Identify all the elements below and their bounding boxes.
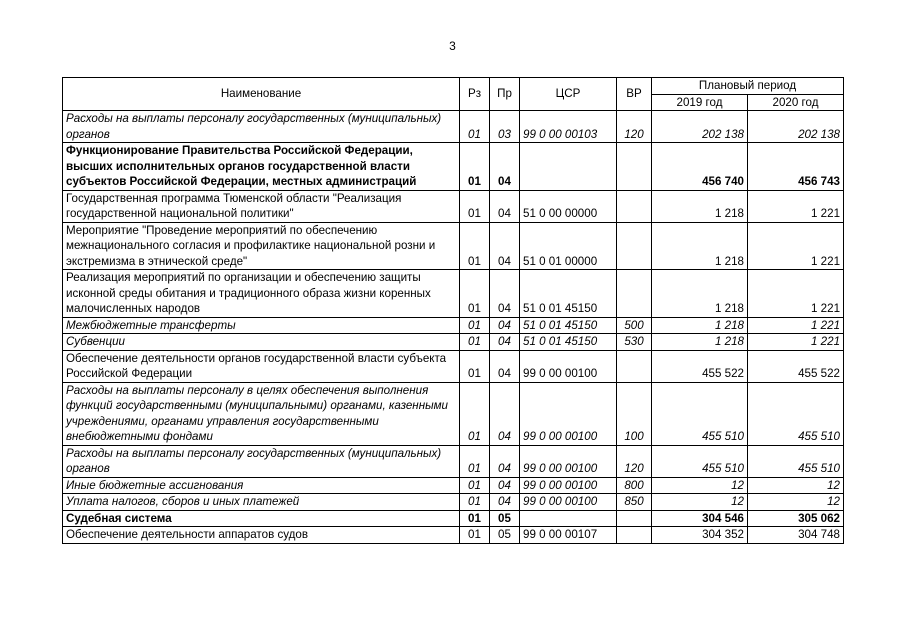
row-2019: 12 bbox=[652, 494, 748, 511]
row-rz: 01 bbox=[460, 477, 490, 494]
row-rz: 01 bbox=[460, 350, 490, 382]
row-pr: 05 bbox=[490, 510, 520, 527]
row-2019: 304 546 bbox=[652, 510, 748, 527]
row-2019: 455 510 bbox=[652, 445, 748, 477]
row-pr: 04 bbox=[490, 334, 520, 351]
table-row bbox=[63, 222, 844, 270]
row-2020: 456 743 bbox=[748, 143, 844, 191]
budget-table bbox=[62, 77, 844, 544]
row-2019: 304 352 bbox=[652, 527, 748, 544]
table-row bbox=[63, 510, 844, 527]
table-row bbox=[63, 190, 844, 222]
row-2019: 1 218 bbox=[652, 270, 748, 318]
row-name: Расходы на выплаты персоналу государственных (муниципальных) органов bbox=[63, 445, 460, 477]
table-body bbox=[63, 111, 844, 544]
row-vr bbox=[617, 350, 652, 382]
row-2019: 456 740 bbox=[652, 143, 748, 191]
row-pr: 04 bbox=[490, 317, 520, 334]
row-vr: 100 bbox=[617, 382, 652, 445]
row-name: Обеспечение деятельности органов государственной власти субъекта Российской Федерации bbox=[63, 350, 460, 382]
row-name: Субвенции bbox=[63, 334, 460, 351]
header-pr: Пр bbox=[490, 78, 520, 111]
row-csr: 51 0 01 45150 bbox=[520, 317, 617, 334]
header-planning-period: Плановый период bbox=[652, 78, 844, 95]
row-pr: 04 bbox=[490, 477, 520, 494]
row-2020: 1 221 bbox=[748, 190, 844, 222]
row-2019: 1 218 bbox=[652, 334, 748, 351]
row-csr bbox=[520, 510, 617, 527]
row-2020: 12 bbox=[748, 494, 844, 511]
row-vr bbox=[617, 222, 652, 270]
row-csr bbox=[520, 143, 617, 191]
table-row bbox=[63, 334, 844, 351]
row-pr: 04 bbox=[490, 494, 520, 511]
row-2020: 1 221 bbox=[748, 317, 844, 334]
row-rz: 01 bbox=[460, 527, 490, 544]
row-2019: 1 218 bbox=[652, 222, 748, 270]
row-2020: 12 bbox=[748, 477, 844, 494]
row-csr: 51 0 01 45150 bbox=[520, 334, 617, 351]
row-2020: 1 221 bbox=[748, 270, 844, 318]
row-name: Иные бюджетные ассигнования bbox=[63, 477, 460, 494]
row-csr: 99 0 00 00100 bbox=[520, 445, 617, 477]
row-2019: 202 138 bbox=[652, 111, 748, 143]
row-vr bbox=[617, 143, 652, 191]
row-vr bbox=[617, 270, 652, 318]
row-2019: 12 bbox=[652, 477, 748, 494]
row-pr: 04 bbox=[490, 350, 520, 382]
row-2020: 1 221 bbox=[748, 334, 844, 351]
row-2020: 202 138 bbox=[748, 111, 844, 143]
row-name: Обеспечение деятельности аппаратов судов bbox=[63, 527, 460, 544]
row-vr: 120 bbox=[617, 445, 652, 477]
row-2019: 1 218 bbox=[652, 317, 748, 334]
row-pr: 04 bbox=[490, 143, 520, 191]
row-pr: 04 bbox=[490, 445, 520, 477]
row-name: Уплата налогов, сборов и иных платежей bbox=[63, 494, 460, 511]
row-2019: 455 522 bbox=[652, 350, 748, 382]
row-rz: 01 bbox=[460, 334, 490, 351]
row-rz: 01 bbox=[460, 445, 490, 477]
row-name: Мероприятие "Проведение мероприятий по обеспечению межнационального согласия и профилактике национальной розни и экстремизма в этнической среде" bbox=[63, 222, 460, 270]
page-number: 3 bbox=[449, 39, 456, 53]
row-2019: 1 218 bbox=[652, 190, 748, 222]
row-2020: 455 510 bbox=[748, 382, 844, 445]
row-csr: 99 0 00 00100 bbox=[520, 350, 617, 382]
header-name: Наименование bbox=[63, 78, 460, 111]
row-rz: 01 bbox=[460, 222, 490, 270]
row-csr: 99 0 00 00103 bbox=[520, 111, 617, 143]
row-name: Реализация мероприятий по организации и обеспечению защиты исконной среды обитания и традиционного образа жизни коренных малочисленных народов bbox=[63, 270, 460, 318]
row-2020: 455 522 bbox=[748, 350, 844, 382]
row-rz: 01 bbox=[460, 190, 490, 222]
row-rz: 01 bbox=[460, 510, 490, 527]
header-year-2020: 2020 год bbox=[748, 94, 844, 111]
table-row bbox=[63, 527, 844, 544]
row-csr: 51 0 01 45150 bbox=[520, 270, 617, 318]
row-pr: 03 bbox=[490, 111, 520, 143]
row-rz: 01 bbox=[460, 143, 490, 191]
row-rz: 01 bbox=[460, 382, 490, 445]
table-row bbox=[63, 317, 844, 334]
table-row bbox=[63, 111, 844, 143]
row-vr: 800 bbox=[617, 477, 652, 494]
row-pr: 05 bbox=[490, 527, 520, 544]
table-row bbox=[63, 445, 844, 477]
row-2019: 455 510 bbox=[652, 382, 748, 445]
header-csr: ЦСР bbox=[520, 78, 617, 111]
row-vr bbox=[617, 510, 652, 527]
row-csr: 99 0 00 00100 bbox=[520, 477, 617, 494]
table-row bbox=[63, 350, 844, 382]
row-2020: 455 510 bbox=[748, 445, 844, 477]
row-csr: 99 0 00 00100 bbox=[520, 382, 617, 445]
row-rz: 01 bbox=[460, 111, 490, 143]
row-vr: 120 bbox=[617, 111, 652, 143]
header-rz: Рз bbox=[460, 78, 490, 111]
row-name: Государственная программа Тюменской области "Реализация государственной национальной политики" bbox=[63, 190, 460, 222]
row-vr: 850 bbox=[617, 494, 652, 511]
row-name: Расходы на выплаты персоналу государственных (муниципальных) органов bbox=[63, 111, 460, 143]
row-csr: 51 0 00 00000 bbox=[520, 190, 617, 222]
row-pr: 04 bbox=[490, 190, 520, 222]
table-row bbox=[63, 270, 844, 318]
row-csr: 51 0 01 00000 bbox=[520, 222, 617, 270]
row-vr bbox=[617, 527, 652, 544]
row-2020: 304 748 bbox=[748, 527, 844, 544]
row-rz: 01 bbox=[460, 317, 490, 334]
row-rz: 01 bbox=[460, 494, 490, 511]
row-2020: 305 062 bbox=[748, 510, 844, 527]
row-vr: 500 bbox=[617, 317, 652, 334]
row-pr: 04 bbox=[490, 382, 520, 445]
header-row bbox=[63, 78, 844, 95]
row-csr: 99 0 00 00100 bbox=[520, 494, 617, 511]
row-pr: 04 bbox=[490, 222, 520, 270]
row-vr bbox=[617, 190, 652, 222]
table-row bbox=[63, 477, 844, 494]
row-csr: 99 0 00 00107 bbox=[520, 527, 617, 544]
header-vr: ВР bbox=[617, 78, 652, 111]
table-row bbox=[63, 494, 844, 511]
row-name: Расходы на выплаты персоналу в целях обеспечения выполнения функций государственными (муниципальными) органами, казенными учреждениями, органами управления государственными внебюджетными фондами bbox=[63, 382, 460, 445]
header-year-2019: 2019 год bbox=[652, 94, 748, 111]
table-row bbox=[63, 382, 844, 445]
row-name: Межбюджетные трансферты bbox=[63, 317, 460, 334]
row-name: Судебная система bbox=[63, 510, 460, 527]
row-rz: 01 bbox=[460, 270, 490, 318]
row-vr: 530 bbox=[617, 334, 652, 351]
table-row bbox=[63, 143, 844, 191]
row-name: Функционирование Правительства Российской Федерации, высших исполнительных органов государственной власти субъектов Российской Федерации, местных администраций bbox=[63, 143, 460, 191]
row-pr: 04 bbox=[490, 270, 520, 318]
row-2020: 1 221 bbox=[748, 222, 844, 270]
